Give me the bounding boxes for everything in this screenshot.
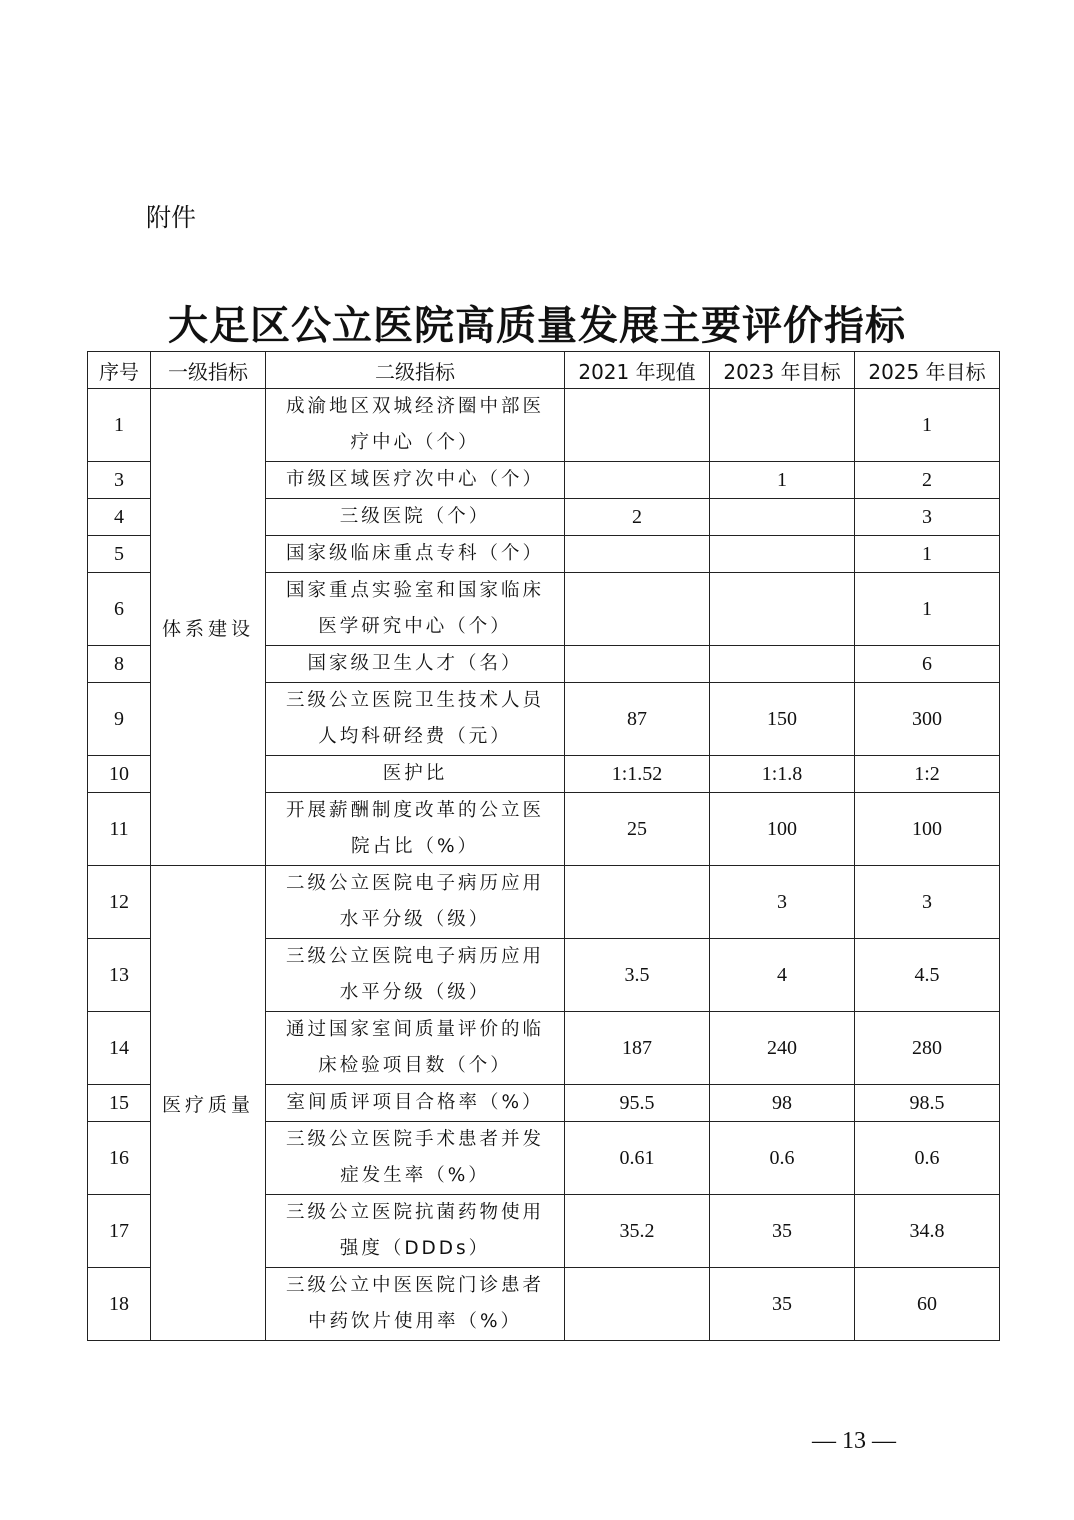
value-2025: 100: [855, 793, 1000, 866]
row-no: 9: [88, 683, 151, 756]
value-2025: 3: [855, 499, 1000, 536]
page-number: — 13 —: [812, 1428, 896, 1454]
header-category: 一级指标: [151, 352, 266, 389]
indicator-name: 市级区域医疗次中心（个）: [266, 462, 565, 499]
value-2025: 98.5: [855, 1085, 1000, 1122]
value-2025: 6: [855, 646, 1000, 683]
value-2021: 2: [565, 499, 710, 536]
indicator-name: 三级医院（个）: [266, 499, 565, 536]
value-2021: [565, 389, 710, 462]
value-2021: [565, 462, 710, 499]
category-cell: 体系建设: [151, 389, 266, 866]
row-no: 16: [88, 1122, 151, 1195]
value-2021: 87: [565, 683, 710, 756]
indicator-name: 室间质评项目合格率（%）: [266, 1085, 565, 1122]
row-no: 11: [88, 793, 151, 866]
row-no: 1: [88, 389, 151, 462]
value-2025: 1: [855, 536, 1000, 573]
row-no: 18: [88, 1268, 151, 1341]
value-2025: 60: [855, 1268, 1000, 1341]
table-row: [88, 389, 1000, 462]
indicator-name: 三级公立中医医院门诊患者中药饮片使用率（%）: [266, 1268, 565, 1341]
indicator-name: 三级公立医院卫生技术人员人均科研经费（元）: [266, 683, 565, 756]
value-2021: [565, 866, 710, 939]
value-2025: 2: [855, 462, 1000, 499]
header-2023: 2023 年目标: [710, 352, 855, 389]
header-indicator: 二级指标: [266, 352, 565, 389]
row-no: 5: [88, 536, 151, 573]
value-2025: 3: [855, 866, 1000, 939]
value-2023: [710, 536, 855, 573]
header-no: 序号: [88, 352, 151, 389]
value-2023: 1: [710, 462, 855, 499]
indicator-name: 通过国家室间质量评价的临床检验项目数（个）: [266, 1012, 565, 1085]
value-2021: 0.61: [565, 1122, 710, 1195]
row-no: 6: [88, 573, 151, 646]
value-2023: 35: [710, 1268, 855, 1341]
indicator-name: 三级公立医院手术患者并发症发生率（%）: [266, 1122, 565, 1195]
value-2025: 1: [855, 389, 1000, 462]
indicator-name: 三级公立医院电子病历应用水平分级（级）: [266, 939, 565, 1012]
indicator-name: 医护比: [266, 756, 565, 793]
value-2023: [710, 499, 855, 536]
value-2021: 187: [565, 1012, 710, 1085]
value-2021: [565, 646, 710, 683]
value-2021: 3.5: [565, 939, 710, 1012]
value-2023: [710, 646, 855, 683]
value-2025: 0.6: [855, 1122, 1000, 1195]
value-2025: 1: [855, 573, 1000, 646]
value-2025: 280: [855, 1012, 1000, 1085]
row-no: 10: [88, 756, 151, 793]
indicator-name: 二级公立医院电子病历应用水平分级（级）: [266, 866, 565, 939]
value-2023: 3: [710, 866, 855, 939]
row-no: 12: [88, 866, 151, 939]
row-no: 14: [88, 1012, 151, 1085]
value-2023: 150: [710, 683, 855, 756]
category-cell: 医疗质量: [151, 866, 266, 1341]
indicator-name: 国家级卫生人才（名）: [266, 646, 565, 683]
table-row: [88, 866, 1000, 939]
indicator-name: 成渝地区双城经济圈中部医疗中心（个）: [266, 389, 565, 462]
value-2023: 100: [710, 793, 855, 866]
value-2021: [565, 536, 710, 573]
row-no: 3: [88, 462, 151, 499]
value-2023: 0.6: [710, 1122, 855, 1195]
indicator-name: 三级公立医院抗菌药物使用强度（DDDs）: [266, 1195, 565, 1268]
indicator-name: 开展薪酬制度改革的公立医院占比（%）: [266, 793, 565, 866]
value-2023: 35: [710, 1195, 855, 1268]
value-2025: 300: [855, 683, 1000, 756]
attachment-label: 附件: [146, 203, 197, 232]
value-2023: 1:1.8: [710, 756, 855, 793]
value-2021: 1:1.52: [565, 756, 710, 793]
value-2023: 4: [710, 939, 855, 1012]
indicator-table: [87, 351, 1000, 1341]
header-2025: 2025 年目标: [855, 352, 1000, 389]
value-2021: 95.5: [565, 1085, 710, 1122]
value-2023: 240: [710, 1012, 855, 1085]
row-no: 15: [88, 1085, 151, 1122]
value-2021: 25: [565, 793, 710, 866]
value-2025: 4.5: [855, 939, 1000, 1012]
row-no: 13: [88, 939, 151, 1012]
value-2023: 98: [710, 1085, 855, 1122]
row-no: 4: [88, 499, 151, 536]
indicator-name: 国家级临床重点专科（个）: [266, 536, 565, 573]
value-2021: [565, 573, 710, 646]
value-2021: 35.2: [565, 1195, 710, 1268]
header-2021: 2021 年现值: [565, 352, 710, 389]
page-title: 大足区公立医院高质量发展主要评价指标: [168, 302, 906, 349]
value-2025: 34.8: [855, 1195, 1000, 1268]
table-header-row: [88, 352, 1000, 389]
indicator-name: 国家重点实验室和国家临床医学研究中心（个）: [266, 573, 565, 646]
value-2025: 1:2: [855, 756, 1000, 793]
value-2023: [710, 573, 855, 646]
value-2021: [565, 1268, 710, 1341]
row-no: 17: [88, 1195, 151, 1268]
row-no: 8: [88, 646, 151, 683]
value-2023: [710, 389, 855, 462]
